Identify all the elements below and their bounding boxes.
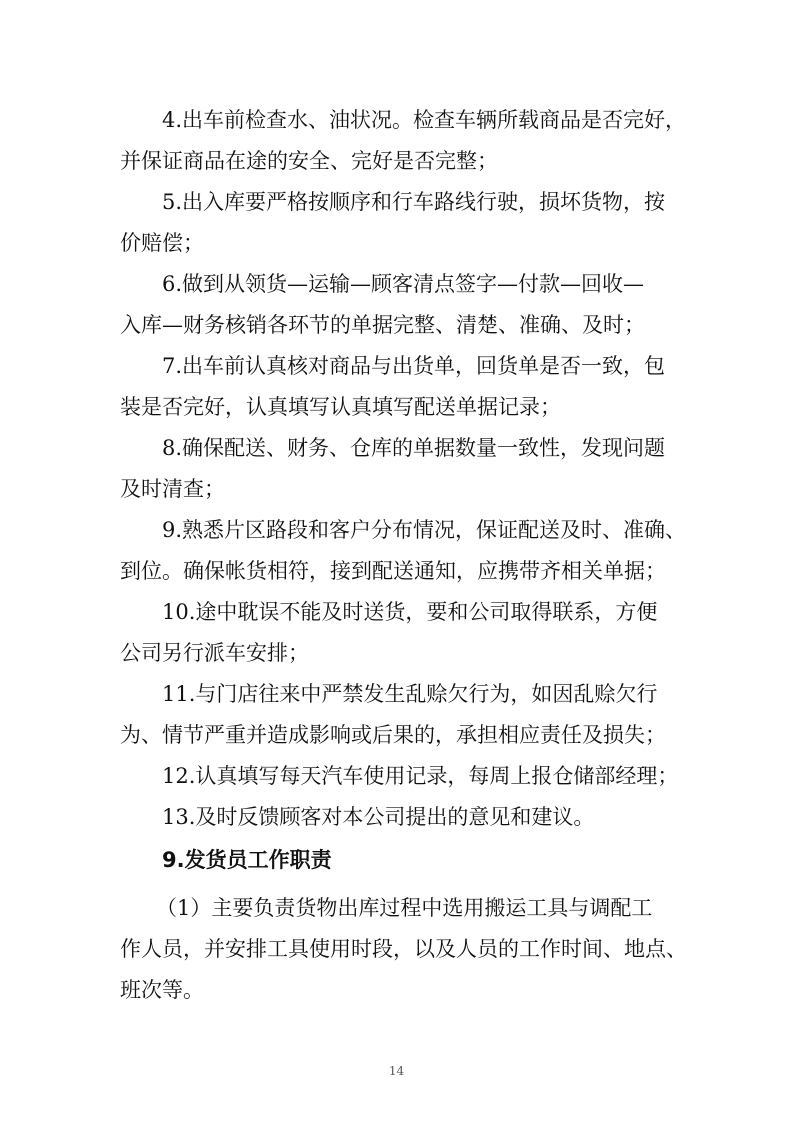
body-line: 5.出入库要严格按顺序和行车路线行驶，损坏货物，按 bbox=[162, 190, 666, 214]
body-line: 到位。确保帐货相符，接到配送通知，应携带齐相关单据； bbox=[120, 559, 666, 583]
body-line: 12.认真填写每天汽车使用记录，每周上报仓储部经理； bbox=[162, 764, 679, 788]
section-heading: 9.发货员工作职责 bbox=[162, 848, 332, 872]
body-line: 8.确保配送、财务、仓库的单据数量一致性，发现问题 bbox=[162, 436, 666, 460]
body-line: 及时清查； bbox=[120, 477, 225, 501]
body-line: 并保证商品在途的安全、完好是否完整； bbox=[120, 149, 498, 173]
body-line: 4.出车前检查水、油状况。检查车辆所载商品是否完好， bbox=[162, 108, 687, 132]
body-line: 装是否完好，认真填写认真填写配送单据记录； bbox=[120, 395, 561, 419]
body-line: 13.及时反馈顾客对本公司提出的意见和建议。 bbox=[162, 805, 595, 829]
body-line: 公司另行派车安排； bbox=[120, 641, 309, 665]
body-line: 班次等。 bbox=[120, 978, 204, 1002]
body-line: 10.途中耽误不能及时送货，要和公司取得联系，方便 bbox=[162, 600, 658, 624]
body-line: 为、情节严重并造成影响或后果的，承担相应责任及损失； bbox=[120, 723, 666, 747]
body-line: 6.做到从领货—运输—顾客清点签字—付款—回收— bbox=[162, 272, 645, 296]
body-line: 价赔偿； bbox=[120, 231, 204, 255]
body-line: 11.与门店往来中严禁发生乱赊欠行为，如因乱赊欠行 bbox=[162, 682, 658, 706]
body-line: 入库—财务核销各环节的单据完整、清楚、准确、及时； bbox=[120, 313, 645, 337]
page-number: 14 bbox=[388, 1064, 405, 1078]
body-line: 9.熟悉片区路段和客户分布情况，保证配送及时、准确、 bbox=[162, 518, 687, 542]
body-line: 7.出车前认真核对商品与出货单，回货单是否一致，包 bbox=[162, 354, 666, 378]
body-line: 作人员，并安排工具使用时段，以及人员的工作时间、地点、 bbox=[120, 937, 687, 961]
body-line: （1）主要负责货物出库过程中选用搬运工具与调配工 bbox=[156, 896, 653, 920]
